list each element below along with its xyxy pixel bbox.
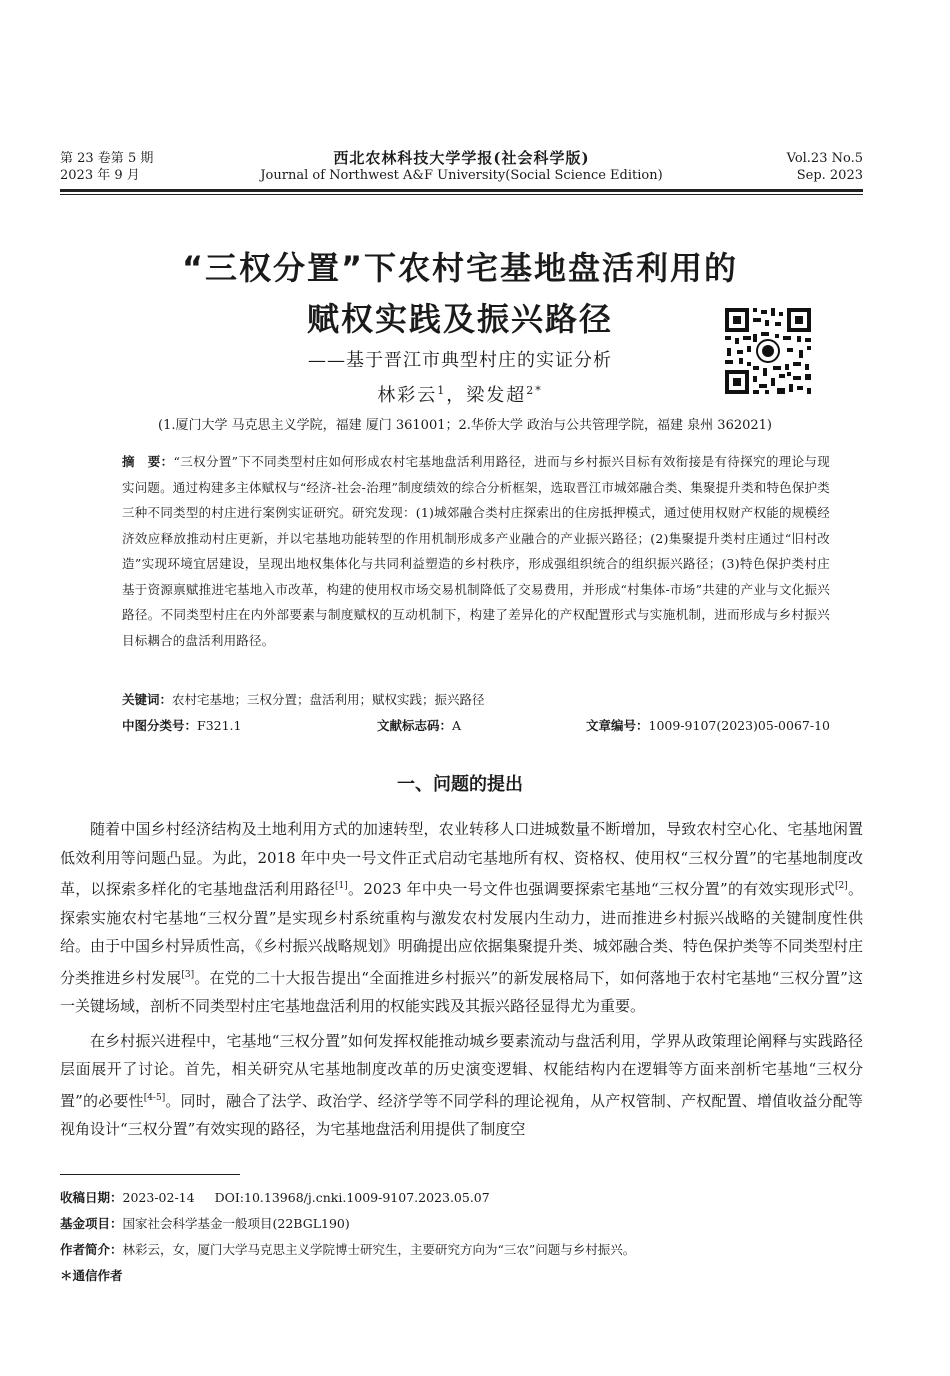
received-label: 收稿日期：: [60, 1190, 123, 1205]
author-bio: [60, 1237, 863, 1263]
fund-info: [60, 1211, 863, 1237]
author-1-affil: 1: [437, 384, 447, 397]
p1-text-c: 。探索实施农村宅基地“三权分置”是实现乡村系统重构与激发农村发展内生动力，进而推进乡村振兴战略的关键制度性供给。由于中国乡村异质性高，《乡村振兴战略规划》明确提出应依据集聚提升类、城郊融合类、特色保护类等不同类型村庄分类推进乡村发展: [60, 880, 863, 987]
citation-1: [1]: [335, 881, 348, 891]
footnote-rule: [60, 1174, 240, 1175]
author-2: 梁发超: [466, 385, 527, 406]
author-bio-label: 作者简介：: [60, 1242, 123, 1257]
journal-name-en: Journal of Northwest A&F University(Social Science Edition): [260, 168, 663, 183]
clc-label: 中图分类号：: [122, 718, 198, 733]
author-separator: ，: [446, 385, 467, 406]
document-code: [377, 716, 461, 734]
abstract: [122, 449, 830, 653]
p1-text-d: 。在党的二十大报告提出“全面推进乡村振兴”的新发展格局下，如何落地于农村宅基地“三权分置”这一关键场域，剖析不同类型村庄宅基地盘活利用的权能实践及其振兴路径显得尤为重要。: [60, 968, 863, 1015]
citation-2: [2]: [834, 881, 848, 891]
keywords-label: 关键词：: [122, 692, 173, 707]
author-bio-value: 林彩云，女，厦门大学马克思主义学院博士研究生，主要研究方向为“三农”问题与乡村振兴。: [122, 1242, 636, 1257]
p1-text-b: 。2023 年中央一号文件也强调要探索宅基地“三权分置”的有效实现形式: [347, 880, 835, 898]
received-date: [60, 1185, 863, 1211]
article-number-value: 1009-9107(2023)05-0067-10: [648, 718, 830, 733]
doc-code-label: 文献标志码：: [377, 718, 453, 733]
article-number: [586, 716, 830, 734]
paragraph-2: [60, 1027, 863, 1144]
author-2-affil: 2*: [526, 384, 543, 397]
citation-3: [3]: [181, 969, 195, 980]
volume-issue: 第 23 卷第 5 期: [60, 151, 154, 166]
issue-date-en: Sep. 2023: [796, 168, 863, 183]
keywords-text: 农村宅基地；三权分置；盘活利用；赋权实践；振兴路径: [172, 692, 485, 707]
paragraph-1: [60, 815, 863, 1021]
p1-text-a: 随着中国乡村经济结构及土地利用方式的加速转型，农业转移人口进城数量不断增加，导致农村空心化、宅基地闲置低效利用等问题凸显。为此，2018 年中央一号文件正式启动宅基地所有权、资格权、使用权“三权分置”的宅基地制度改革，以探索多样化的宅基地盘活利用路径: [60, 820, 863, 898]
corresponding-author: ＊通信作者: [60, 1268, 123, 1283]
issue-date: 2023 年 9 月: [60, 168, 140, 183]
volume-issue-en: Vol.23 No.5: [786, 151, 863, 166]
p2-text-a: 在乡村振兴进程中，宅基地“三权分置”如何发挥权能推动城乡要素流动与盘活利用，学界从政策理论阐释与实践路径层面展开了讨论。首先，相关研究从宅基地制度改革的历史演变逻辑、权能结构内在逻辑等方面来剖析宅基地“三权分置”的必要性: [60, 1031, 863, 1110]
doc-code-value: A: [452, 718, 462, 733]
abstract-text: “三权分置”下不同类型村庄如何形成农村宅基地盘活利用路径，进而与乡村振兴目标有效衔接是有待探究的理论与现实问题。通过构建多主体赋权与“经济-社会-治理”制度绩效的综合分析框架，选取晋江市城郊融合类、集聚提升类和特色保护类三种不同类型的村庄进行案例实证研究。研究发现：(1)城郊融合类村庄探索出的住房抵押模式，通过使用权财产权能的规模经济效应释放推动村庄更新，并以宅基地功能转型的作用机制形成多产业融合的产业振兴路径；(2)集聚提升类村庄通过“旧村改造”实现环境宜居建设，呈现出地权集体化与共同利益塑造的乡村秩序，形成强组织统合的组织振兴路径；(3)特色保护类村庄基于资源禀赋推进宅基地入市改革，构建的使用权市场交易机制降低了交易费用，并形成“村集体-市场”共建的产业与文化振兴路径。不同类型村庄在内外部要素与制度赋权的互动机制下，构建了差异化的产权配置形式与实施机制，进而形成与乡村振兴目标耦合的盘活利用路径。: [122, 454, 830, 648]
clc-value: F321.1: [197, 718, 242, 733]
article-subtitle: ——基于晋江市典型村庄的实证分析: [308, 350, 612, 371]
article-title-line2: 赋权实践及振兴路径: [306, 300, 613, 338]
fund-value: 国家社会科学基金一般项目(22BGL190): [122, 1216, 350, 1231]
classification-row: [122, 716, 830, 736]
keywords: [122, 690, 830, 708]
body-text: [60, 815, 863, 1150]
citation-4: [4-5]: [143, 1092, 166, 1103]
journal-header: [60, 150, 863, 188]
journal-name: [60, 150, 863, 184]
article-title-line1: “三权分置”下农村宅基地盘活利用的: [181, 249, 739, 287]
affiliations: (1.厦门大学 马克思主义学院，福建 厦门 361001；2.华侨大学 政治与公共管理学院，福建 泉州 362021): [158, 418, 772, 433]
received-value: 2023-02-14: [122, 1190, 195, 1205]
section-heading: 一、问题的提出: [397, 774, 523, 795]
authors: [100, 381, 820, 407]
p2-text-b: 。同时，融合了法学、政治学、经济学等不同学科的理论视角，从产权管制、产权配置、增值收益分配等视角设计“三权分置”有效实现的路径，为宅基地盘活利用提供了制度空: [60, 1091, 863, 1138]
header-rule-thick: [60, 189, 863, 192]
author-1: 林彩云: [377, 385, 438, 406]
fund-label: 基金项目：: [60, 1216, 123, 1231]
abstract-label: 摘 要：: [122, 454, 174, 469]
header-rule-thin: [60, 194, 863, 195]
journal-name-cn: 西北农林科技大学学报(社会科学版): [333, 149, 590, 167]
article-number-label: 文章编号：: [586, 718, 649, 733]
clc-number: [122, 716, 241, 734]
issue-info-en: [787, 150, 863, 184]
doi: DOI:10.13968/j.cnki.1009-9107.2023.05.07: [214, 1190, 490, 1205]
footnotes: [60, 1185, 863, 1289]
